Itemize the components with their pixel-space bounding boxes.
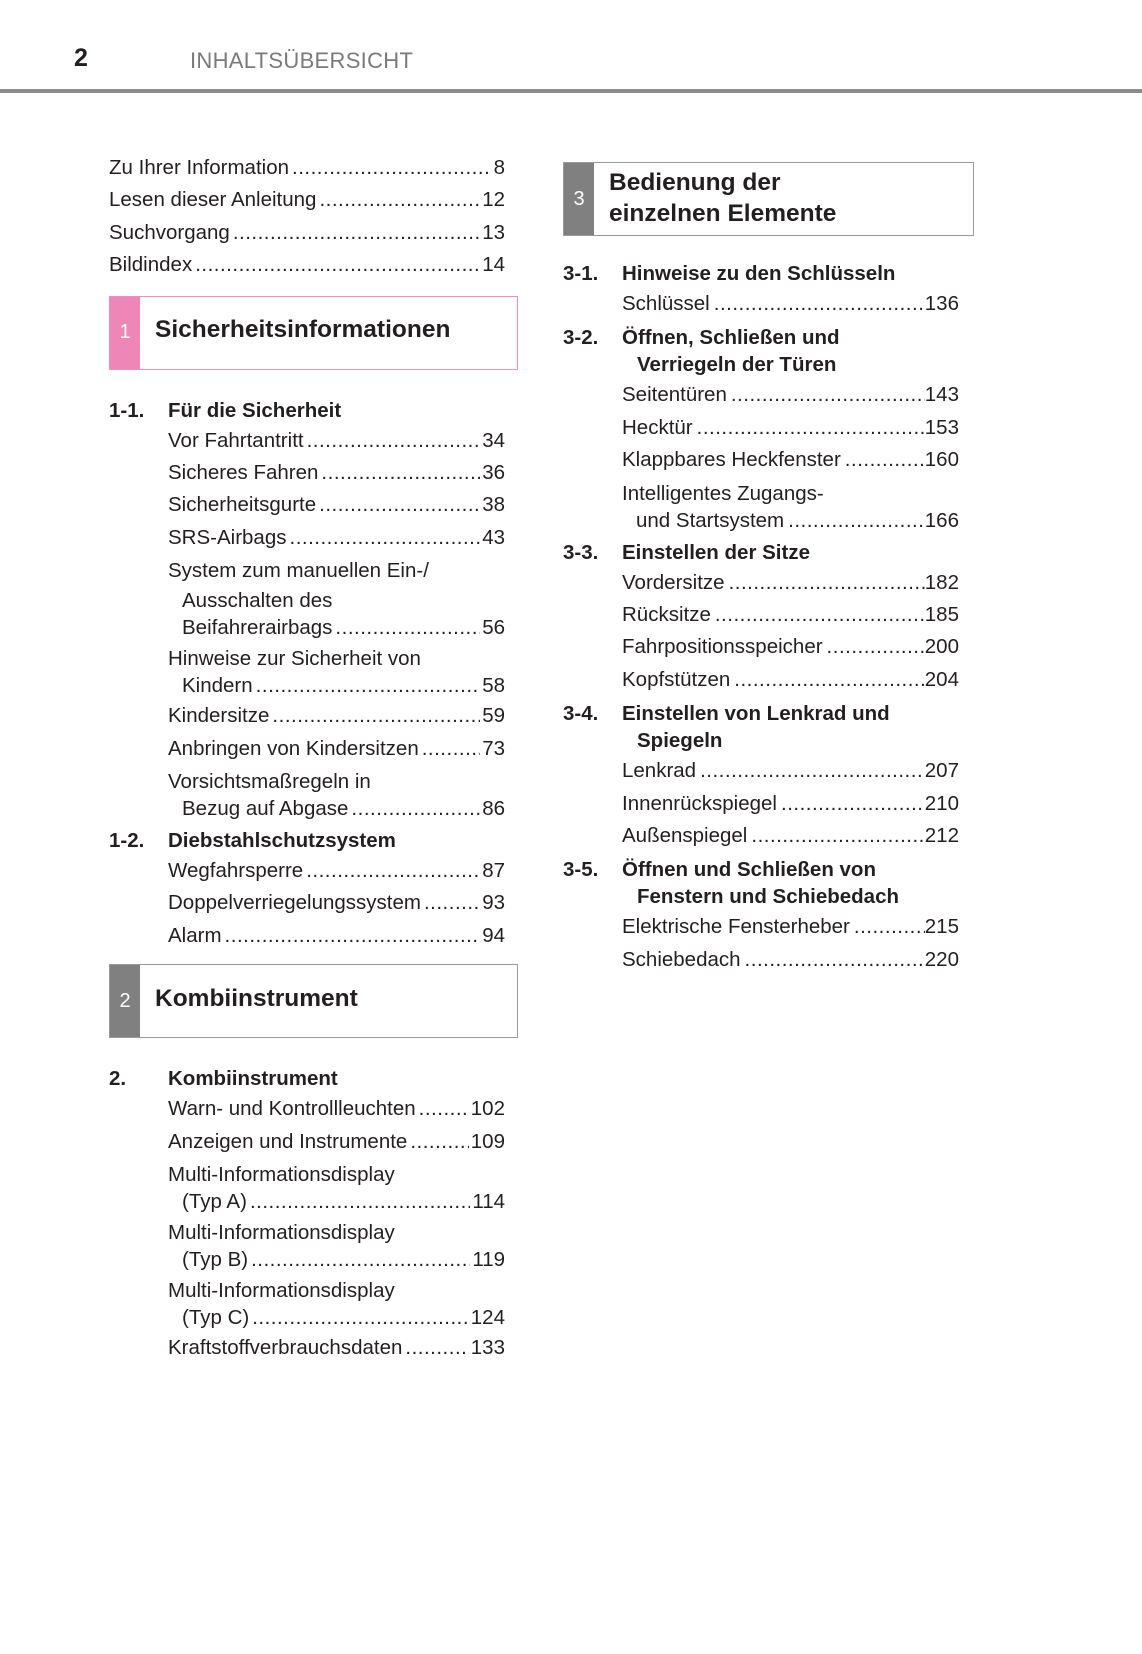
chapter-1-header[interactable] [109,296,518,370]
section-heading[interactable] [563,260,959,287]
chapter-2-header[interactable] [109,964,518,1038]
toc-entry[interactable] [622,444,959,476]
entry-page: 102 [470,1097,505,1121]
toc-entry[interactable] [168,425,505,457]
entry-label: Klappbares Heckfenster [622,448,841,472]
section-3-1 [563,260,959,320]
entry-label: Kopfstützen [622,667,731,691]
entry-label: Sicheres Fahren [168,461,319,485]
toc-entry[interactable] [168,700,505,732]
chapter-tab-number: 1 [110,297,140,369]
toc-entry-multiline[interactable] [168,1161,505,1216]
dot-leader [225,920,481,952]
entry-page: 87 [482,859,505,883]
dot-leader [321,457,480,489]
section-3-3 [563,539,959,697]
entry-label-line: Ausschalten des [182,589,333,613]
entry-label: und Startsystem [636,508,785,532]
section-heading[interactable] [109,1065,505,1092]
section-title-continued: Verriegeln der Türen [637,353,837,377]
entry-label: SRS-Airbags [168,525,287,549]
section-number: 3-5. [563,858,599,882]
section-1-1 [109,397,505,823]
entry-page: 13 [482,220,505,244]
dot-leader [319,489,480,521]
entry-page: 56 [482,616,505,640]
entry-page: 182 [924,570,959,594]
toc-entry-multiline[interactable] [622,480,959,535]
dot-leader [233,217,480,249]
entry-label: (Typ B) [182,1248,249,1272]
section-title-continued: Fenstern und Schiebedach [637,885,899,909]
entry-page: 93 [482,891,505,915]
entry-page: 36 [482,461,505,485]
toc-entry[interactable] [168,733,505,765]
chapter-title: Sicherheitsinformationen [155,316,451,344]
dot-leader [252,1304,469,1332]
entry-label: Bezug auf Abgase [182,797,349,821]
entry-label: Anzeigen und Instrumente [168,1129,408,1153]
toc-entry[interactable] [109,217,505,249]
toc-entry[interactable] [168,855,505,887]
dot-leader [700,755,925,787]
toc-entry[interactable] [622,788,959,820]
toc-entry-multiline[interactable] [168,768,505,823]
page-number: 2 [74,44,88,72]
entry-page: 109 [470,1129,505,1153]
entry-label: Lenkrad [622,759,697,783]
toc-entry-multiline[interactable] [168,557,505,642]
entry-label-line: Multi-Informationsdisplay [168,1279,395,1303]
entry-label: Kindern [182,674,253,698]
entry-label: Rücksitze [622,603,711,627]
dot-leader [306,855,480,887]
entry-label: Schiebedach [622,947,741,971]
dot-leader [745,944,925,976]
entry-page: 114 [472,1190,505,1214]
section-number: 1-1. [109,398,145,422]
section-number: 3-2. [563,326,599,350]
toc-entry[interactable] [168,1093,505,1125]
entry-label: Kindersitze [168,704,270,728]
section-title: Für die Sicherheit [168,398,342,422]
entry-label: Hecktür [622,415,693,439]
section-3-4 [563,700,959,852]
running-title: INHALTSÜBERSICHT [190,48,414,73]
chapter-title-line: einzelnen Elemente [609,200,837,227]
dot-leader [854,911,925,943]
entry-page: 136 [924,292,959,315]
toc-entry[interactable] [168,522,505,554]
toc-entry[interactable] [622,755,959,787]
entry-label-line: Multi-Informationsdisplay [168,1221,395,1245]
entry-page: 166 [924,508,959,532]
header-divider [0,89,1142,93]
chapter-title [594,163,836,235]
entry-label: (Typ C) [182,1306,250,1330]
entry-page: 34 [482,428,505,452]
entry-label: Kraftstoffverbrauchsdaten [168,1336,403,1360]
chapter-title: Kombiinstrument [155,984,358,1012]
section-3-2 [563,324,959,534]
dot-leader [419,1093,469,1125]
dot-leader [845,444,925,476]
entry-page: 73 [482,736,505,760]
toc-entry[interactable] [622,567,959,599]
dot-leader [405,1332,468,1364]
toc-entry[interactable] [622,820,959,852]
section-1-2 [109,827,505,952]
entry-label: Wegfahrsperre [168,859,304,883]
entry-page: 207 [924,759,959,783]
toc-right-column [563,162,959,976]
section-number: 3-1. [563,262,599,285]
entry-page: 220 [924,947,959,971]
dot-leader [335,614,480,642]
toc-entry-multiline[interactable] [168,645,505,700]
dot-leader [827,631,925,663]
entry-label-line: Intelligentes Zugangs- [622,481,824,505]
section-heading[interactable] [563,324,959,378]
section-number: 2. [109,1067,127,1091]
entry-page: 124 [470,1306,505,1330]
section-number: 1-2. [109,829,145,853]
entry-page: 153 [924,415,959,439]
entry-label-line: System zum manuellen Ein-/ [168,559,429,583]
toc-entry[interactable] [168,920,505,952]
entry-page: 94 [482,923,505,947]
section-title: Hinweise zu den Schlüsseln [622,262,896,285]
section-heading[interactable] [563,856,959,910]
entry-page: 212 [924,824,959,848]
entry-page: 8 [493,156,505,179]
dot-leader [319,184,480,216]
dot-leader [781,788,925,820]
section-heading[interactable] [109,397,505,424]
chapter-tab-number: 3 [564,163,594,235]
dot-leader [292,152,492,184]
dot-leader [290,522,481,554]
entry-page: 143 [924,383,959,407]
entry-page: 58 [482,674,505,698]
section-title: Öffnen, Schließen und [622,326,840,350]
entry-label: Innenrückspiegel [622,791,777,815]
dot-leader [351,795,480,823]
toc-entry[interactable] [622,599,959,631]
entry-label: Bildindex [109,253,193,277]
dot-leader [307,425,481,457]
entry-label: Schlüssel [622,292,710,315]
section-title: Kombiinstrument [168,1067,338,1091]
entry-page: 14 [482,253,505,277]
toc-entry[interactable] [622,412,959,444]
entry-page: 38 [482,493,505,517]
toc-entry[interactable] [168,1332,505,1364]
section-heading[interactable] [563,539,959,566]
toc-entry[interactable] [168,887,505,919]
dot-leader [697,412,925,444]
entry-label-line: Multi-Informationsdisplay [168,1163,395,1187]
toc-entry[interactable] [168,489,505,521]
chapter-title-line: Bedienung der [609,169,781,196]
entry-label-line: Vorsichtsmaßregeln in [168,770,371,794]
section-title: Öffnen und Schließen von [622,858,876,882]
entry-label: Außenspiegel [622,824,748,848]
section-3-5 [563,856,959,976]
dot-leader [731,379,925,411]
toc-entry[interactable] [109,152,505,184]
toc-entry[interactable] [109,184,505,216]
dot-leader [422,733,480,765]
section-title: Einstellen der Sitze [622,540,810,564]
toc-entry-multiline[interactable] [168,1219,505,1274]
dot-leader [272,700,480,732]
toc-entry[interactable] [622,911,959,943]
dot-leader [251,1246,470,1274]
section-number: 3-4. [563,702,599,726]
entry-page: 200 [924,635,959,659]
entry-label: Fahrpositionsspeicher [622,635,823,659]
entry-label: Vor Fahrtantritt [168,428,304,452]
section-2 [109,1065,505,1364]
dot-leader [250,1188,470,1216]
entry-label: Beifahrerairbags [182,616,333,640]
toc-entry-multiline[interactable] [168,1277,505,1332]
entry-label: Lesen dieser Anleitung [109,188,317,212]
dot-leader [256,672,481,700]
entry-label: Suchvorgang [109,220,230,244]
dot-leader [729,567,925,599]
entry-page: 59 [482,704,505,728]
entry-label: Vordersitze [622,570,725,594]
chapter-tab-number: 2 [110,965,140,1037]
entry-label-line: Hinweise zur Sicherheit von [168,647,421,671]
toc-entry[interactable] [168,1126,505,1158]
toc-entry[interactable] [622,379,959,411]
entry-label: Doppelverriegelungssystem [168,891,421,915]
dot-leader [751,820,924,852]
toc-entry[interactable] [622,631,959,663]
entry-label: Alarm [168,923,222,947]
entry-label: Anbringen von Kindersitzen [168,736,419,760]
dot-leader [195,249,480,281]
entry-label: Seitentüren [622,383,727,407]
entry-page: 210 [924,791,959,815]
entry-label: Elektrische Fensterheber [622,915,850,939]
entry-page: 43 [482,525,505,549]
toc-left-column [109,152,505,1365]
section-number: 3-3. [563,540,599,564]
entry-page: 12 [482,188,505,212]
chapter-3-header[interactable] [563,162,974,236]
dot-leader [424,887,480,919]
section-heading[interactable] [109,827,505,854]
section-title: Einstellen von Lenkrad und [622,702,890,726]
entry-page: 160 [924,448,959,472]
toc-entry[interactable] [168,457,505,489]
toc-entry[interactable] [622,664,959,696]
entry-label: Sicherheitsgurte [168,493,317,517]
toc-entry[interactable] [622,944,959,976]
dot-leader [714,288,925,320]
front-matter-list [109,152,505,282]
entry-page: 86 [482,797,505,821]
section-title: Diebstahlschutzsystem [168,829,396,853]
dot-leader [715,599,925,631]
entry-page: 215 [924,915,959,939]
entry-page: 119 [472,1248,505,1272]
entry-label: (Typ A) [182,1190,247,1214]
dot-leader [788,507,925,535]
entry-page: 185 [924,603,959,627]
dot-leader [734,664,925,696]
toc-entry[interactable] [109,249,505,281]
dot-leader [410,1126,468,1158]
entry-page: 133 [470,1336,505,1360]
entry-page: 204 [924,667,959,691]
toc-entry[interactable] [622,288,959,320]
section-title-continued: Spiegeln [637,729,723,753]
entry-label: Zu Ihrer Information [109,156,290,179]
section-heading[interactable] [563,700,959,754]
entry-label: Warn- und Kontrollleuchten [168,1097,416,1121]
